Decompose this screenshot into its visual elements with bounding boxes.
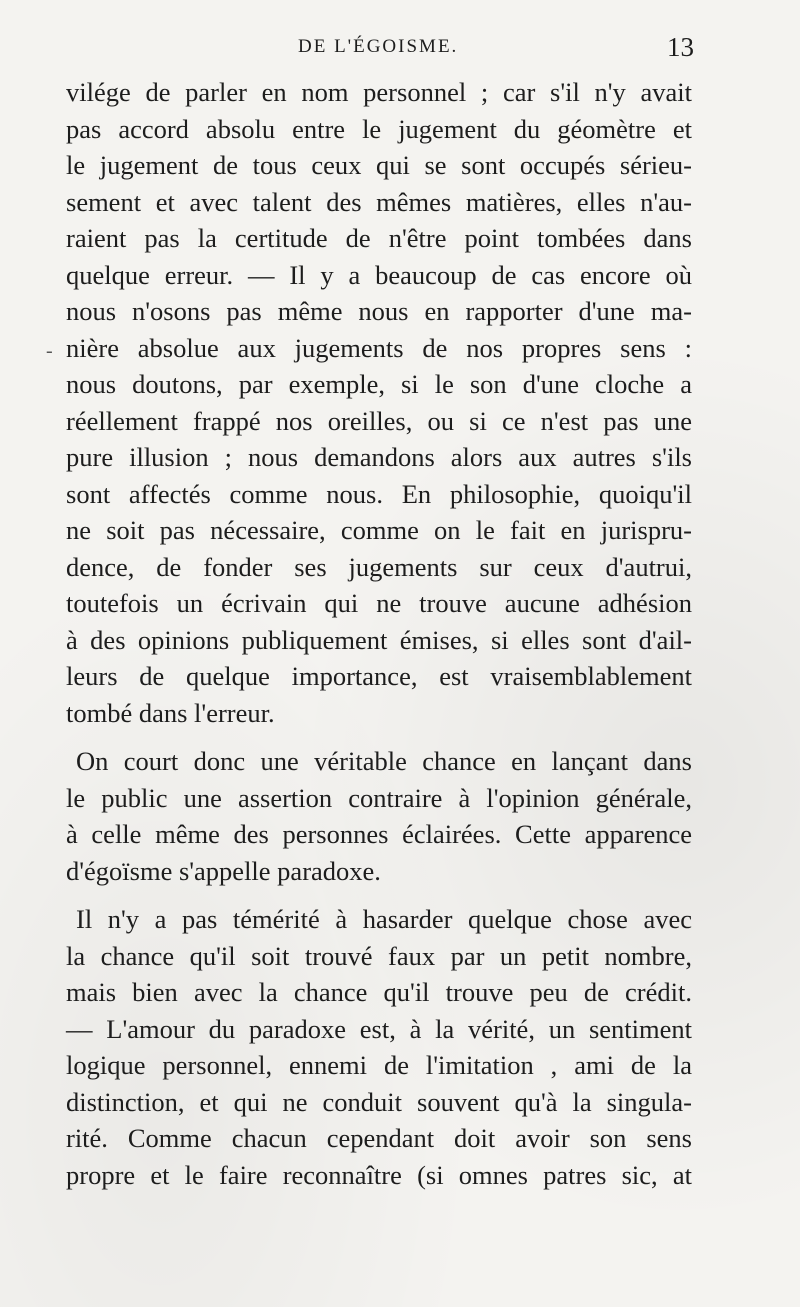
paragraph-2: [66, 743, 692, 889]
text-line: toutefois un écrivain qui ne trouve aucune adhésion: [66, 588, 692, 618]
body-text: [66, 74, 692, 1193]
page-number: 13: [667, 32, 694, 62]
text-line: mais bien avec la chance qu'il trouve peu de crédit.: [66, 977, 692, 1007]
text-line: — L'amour du paradoxe est, à la vérité, un sentiment: [66, 1013, 692, 1044]
running-head: [0, 32, 800, 66]
text-line: vilége de parler en nom personnel ; car s'il n'y avait: [66, 77, 692, 107]
text-line: Il n'y a pas témérité à hasarder quelque chose avec: [76, 904, 692, 934]
text-line: On court donc une véritable chance en lançant dans: [76, 746, 692, 776]
text-line: tombé dans l'erreur.: [66, 697, 275, 728]
text-line: nière absolue aux jugements de nos propres sens :: [66, 332, 692, 363]
text-line: à des opinions publiquement émises, si elles sont d'ail-: [66, 624, 692, 655]
running-title: DE L'ÉGOISME.: [298, 36, 459, 57]
text-line: logique personnel, ennemi de l'imitation , ami de la: [66, 1050, 692, 1080]
text-line: le public une assertion contraire à l'opinion générale,: [66, 782, 692, 813]
paragraph-3: [66, 901, 692, 1193]
text-line: leurs de quelque importance, est vraisemblablement: [66, 661, 692, 691]
text-line: rité. Comme chacun cependant doit avoir son sens: [66, 1123, 692, 1153]
text-line: à celle même des personnes éclairées. Cette apparence: [66, 819, 692, 849]
text-line: sont affectés comme nous. En philosophie, quoiqu'il: [66, 478, 692, 509]
text-line: d'égoïsme s'appelle paradoxe.: [66, 855, 381, 886]
text-line: la chance qu'il soit trouvé faux par un petit nombre,: [66, 940, 692, 971]
text-line: nous n'osons pas même nous en rapporter d'une ma-: [66, 296, 692, 326]
margin-mark: -: [46, 340, 53, 362]
text-line: nous doutons, par exemple, si le son d'une cloche a: [66, 369, 692, 399]
text-line: le jugement de tous ceux qui se sont occupés sérieu-: [66, 150, 692, 180]
text-line: distinction, et qui ne conduit souvent qu'à la singula-: [66, 1086, 692, 1117]
text-line: dence, de fonder ses jugements sur ceux d'autrui,: [66, 551, 692, 582]
text-line: sement et avec talent des mêmes matières, elles n'au-: [66, 186, 692, 217]
text-line: raient pas la certitude de n'être point tombées dans: [66, 223, 692, 253]
text-line: pas accord absolu entre le jugement du géomètre et: [66, 113, 692, 144]
text-line: propre et le faire reconnaître (si omnes patres sic, at: [66, 1159, 692, 1190]
text-line: quelque erreur. — Il y a beaucoup de cas encore où: [66, 259, 692, 290]
text-line: pure illusion ; nous demandons alors aux autres s'ils: [66, 442, 692, 472]
text-line: réellement frappé nos oreilles, ou si ce n'est pas une: [66, 405, 692, 436]
paragraph-1: [66, 74, 692, 731]
text-line: ne soit pas nécessaire, comme on le fait en jurispru-: [66, 515, 692, 545]
